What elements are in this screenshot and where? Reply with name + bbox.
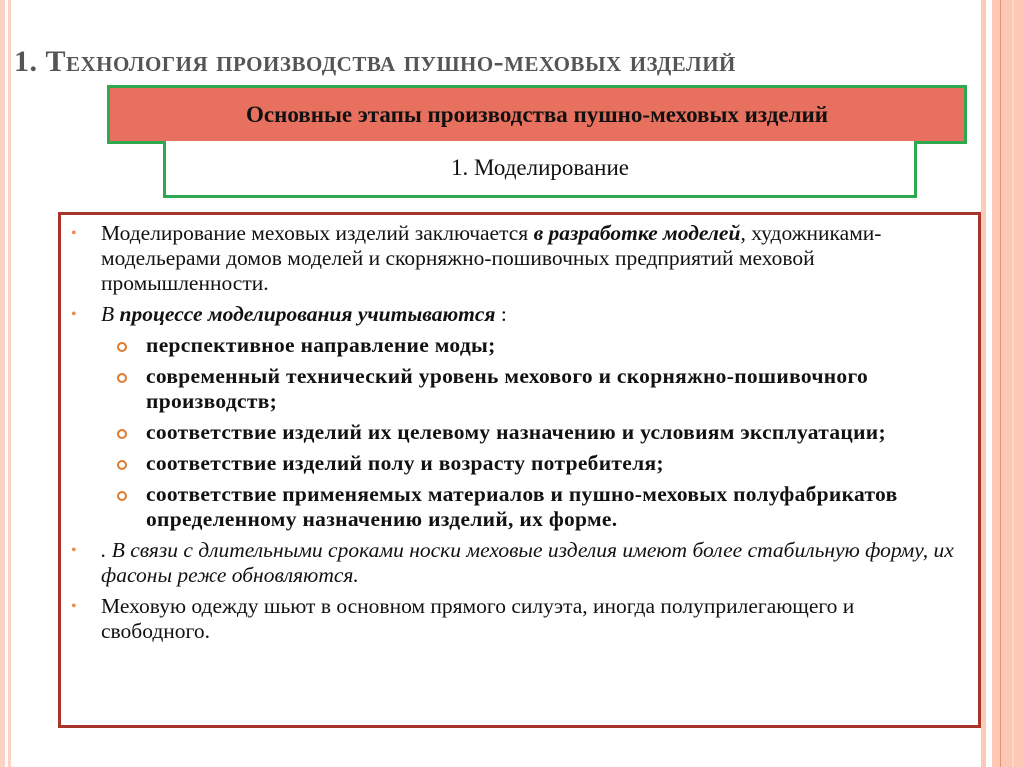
right-stripe-line-2 [1012, 0, 1014, 767]
content-box [58, 212, 981, 728]
sub-bullet-item [146, 451, 958, 476]
left-stripe [0, 0, 5, 767]
text: соответствие изделий их целевому назначению и условиям эксплуатации; [146, 420, 886, 444]
bullet-item [71, 221, 958, 296]
text: соответствие изделий полу и возрасту потребителя; [146, 451, 664, 475]
bullet-item [71, 302, 958, 327]
bullet-item [71, 594, 958, 644]
slide-title: 1. Технология производства пушно-меховых изделий [14, 45, 736, 78]
text: . В связи с длительными сроками носки меховые изделия имеют более стабильную форму, их фасоны реже обновляются. [101, 538, 954, 587]
right-stripe-line [1000, 0, 1001, 767]
ring-bullet-icon [117, 491, 127, 501]
text: соответствие применяемых материалов и пушно-меховых полуфабрикатов определенному назначению изделий, их форме. [146, 482, 898, 531]
ring-bullet-icon [117, 373, 127, 383]
sub-bullet-item [146, 333, 958, 358]
sub-bullet-item [146, 364, 958, 414]
ring-bullet-icon [117, 342, 127, 352]
text: Моделирование меховых изделий заключается [101, 221, 534, 245]
ring-bullet-icon [117, 460, 127, 470]
stage-box: 1. Моделирование [163, 141, 917, 198]
emphasis: процессе моделирования учитываются [119, 302, 496, 326]
sub-bullet-item [146, 420, 958, 445]
ring-bullet-icon [117, 429, 127, 439]
right-stripe-band [992, 0, 1024, 767]
text: В [101, 302, 120, 326]
text: : [495, 302, 507, 326]
emphasis: в разработке моделей [533, 221, 741, 245]
text: , художниками-модельерами домов моделей и скорняжно-пошивочных предприятий меховой промышленности. [101, 221, 882, 295]
bullet-icon: • [71, 306, 77, 323]
bullet-icon: • [71, 542, 77, 559]
text: современный технический уровень мехового и скорняжно-пошивочного производств; [146, 364, 869, 413]
text: Меховую одежду шьют в основном прямого силуэта, иногда полуприлегающего и свободного. [101, 594, 855, 643]
right-stripe-thin [981, 0, 986, 767]
bullet-icon: • [71, 598, 77, 615]
bullet-icon: • [71, 225, 77, 242]
header-box: Основные этапы производства пушно-меховых изделий [107, 85, 967, 144]
left-stripe-thin [8, 0, 11, 767]
text: перспективное направление моды; [146, 333, 496, 357]
bullet-item [71, 538, 958, 588]
sub-bullet-item [146, 482, 958, 532]
